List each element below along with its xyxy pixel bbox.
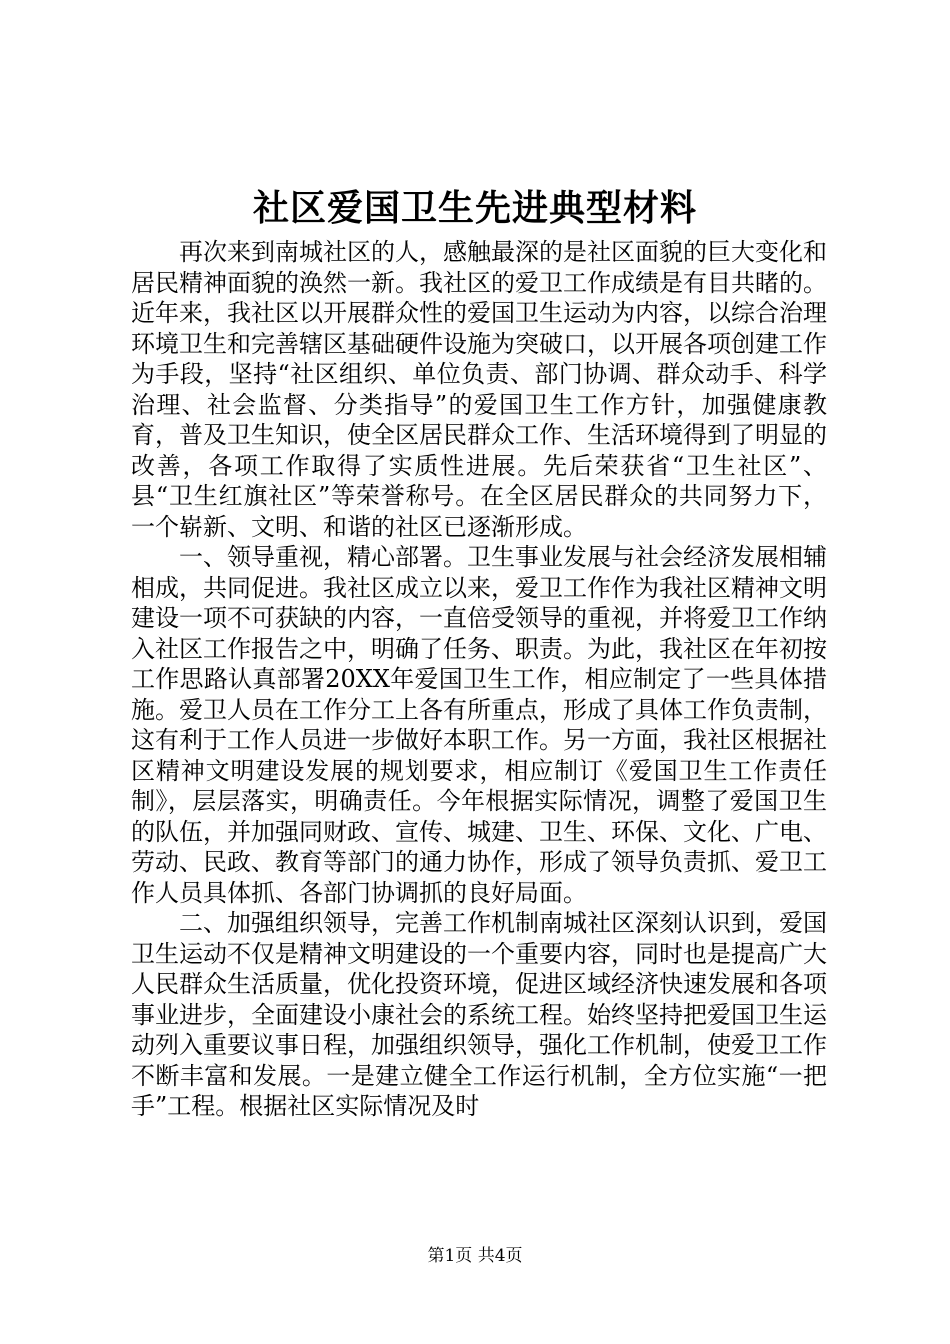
paragraph-section-two: 二、加强组织领导，完善工作机制南城社区深刻认识到，爱国卫生运动不仅是精神文明建设的一个重要内容，同时也是提高广大人民群众生活质量，优化投资环境，促进区域经济快速发展和各项事业进步，全面建设小康社会的系统工程。始终坚持把爱国卫生运动列入重要议事日程，加强组织领导，强化工作机制，使爱卫工作不断丰富和发展。一是建立健全工作运行机制，全方位实施“一把手”工程。根据社区实际情况及时: [131, 909, 827, 1120]
document-body: [131, 237, 827, 1187]
paragraph-intro: 再次来到南城社区的人，感触最深的是社区面貌的巨大变化和居民精神面貌的涣然一新。我社区的爱卫工作成绩是有目共睹的。近年来，我社区以开展群众性的爱国卫生运动为内容，以综合治理环境卫生和完善辖区基础硬件设施为突破口，以开展各项创建工作为手段，坚持“社区组织、单位负责、部门协调、群众动手、科学治理、社会监督、分类指导”的爱国卫生工作方针，加强健康教育，普及卫生知识，使全区居民群众工作、生活环境得到了明显的改善，各项工作取得了实质性进展。先后荣获省“卫生社区”、县“卫生红旗社区”等荣誉称号。在全区居民群众的共同努力下，一个崭新、文明、和谐的社区已逐渐形成。: [131, 238, 827, 541]
document-title: 社区爱国卫生先进典型材料: [252, 187, 697, 229]
paragraph-section-one: 一、领导重视，精心部署。卫生事业发展与社会经济发展相辅相成，共同促进。我社区成立以来，爱卫工作作为我社区精神文明建设一项不可获缺的内容，一直倍受领导的重视，并将爱卫工作纳入社区工作报告之中，明确了任务、职责。为此，我社区在年初按工作思路认真部署20XX年爱国卫生工作，相应制定了一些具体措施。爱卫人员在工作分工上各有所重点，形成了具体工作负责制，这有利于工作人员进一步做好本职工作。另一方面，我社区根据社区精神文明建设发展的规划要求，相应制订《爱国卫生工作责任制》，层层落实，明确责任。今年根据实际情况，调整了爱国卫生的队伍，并加强同财政、宣传、城建、卫生、环保、文化、广电、劳动、民政、教育等部门的通力协作，形成了领导负责抓、爱卫工作人员具体抓、各部门协调抓的良好局面。: [131, 543, 827, 907]
page-footer: 第1页 共4页: [427, 1246, 523, 1266]
